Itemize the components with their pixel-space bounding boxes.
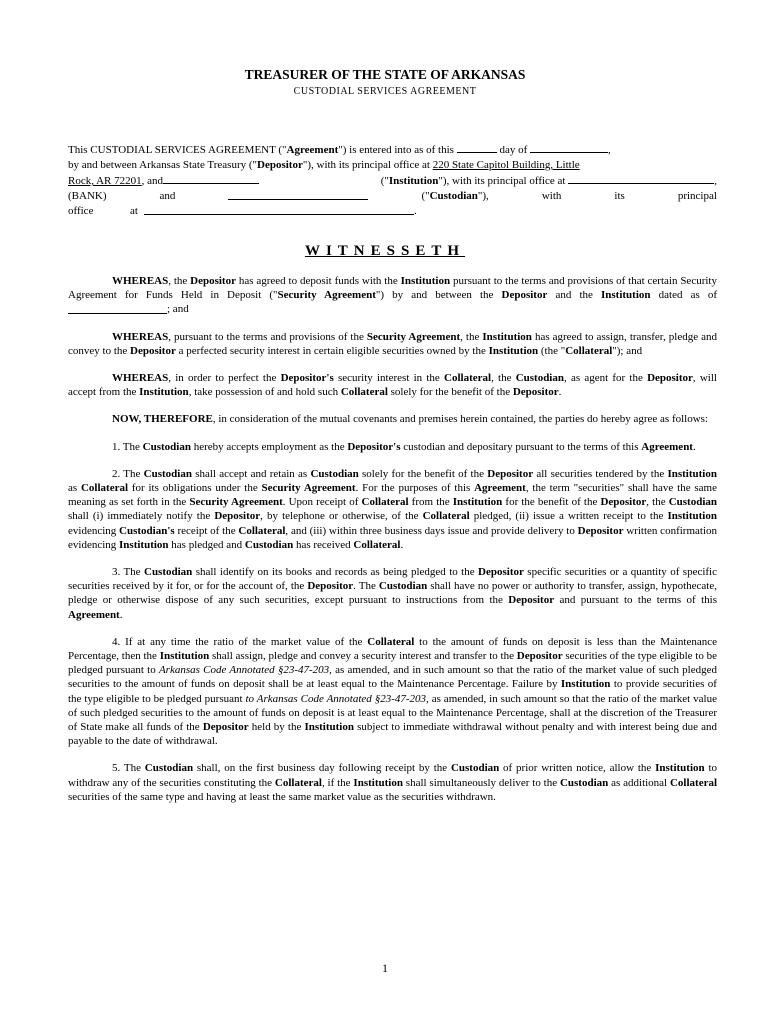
text-run: held by the [248,721,305,734]
text-run: for its obligations under the [128,482,262,495]
defined-term: Custodian's [119,524,175,537]
witnesseth-heading: WITNESSETH [304,243,466,259]
defined-term: Institution [119,538,169,551]
text-run: 4. If at any time the ratio of the market value of the [112,635,368,648]
defined-term: Custodian [144,566,193,579]
defined-term: Depositor [307,580,354,593]
defined-term: Custodian [244,538,294,551]
text-run: all securities tendered by the [533,467,668,480]
text-run: . For the purposes of this [355,482,475,495]
text-run: subject to immediate withdrawal without penalty and with interest being due and payable to the date of withdrawal. [68,721,717,748]
text-run: shall, on the first business day following receipt by the [193,762,451,775]
defined-term: Institution [139,386,189,399]
text-run: . The [353,580,379,593]
text-run: 2. The [112,467,144,480]
text-run: and the [547,289,601,302]
day-blank [457,142,497,153]
defined-term: Collateral [367,635,415,648]
text-run: __________________ [68,303,167,316]
defined-term: Security Agreement [261,482,356,495]
text-run: , the [491,372,516,385]
text-run: (the " [538,344,566,357]
custodian-name-blank [228,189,368,200]
defined-term: Institution [452,496,503,509]
defined-term: Depositor [512,386,559,399]
defined-term: WHEREAS [112,372,169,385]
defined-term: Custodian [515,372,564,385]
intro-line: office at . [68,205,417,217]
defined-term: WHEREAS [112,275,169,287]
text-run: shall simultaneously deliver to the [402,776,560,789]
defined-term: Collateral [422,510,470,523]
text-run: for the benefit of the [502,496,601,509]
defined-term: Custodian [668,496,718,509]
institution-name-blank [163,173,259,184]
defined-term: Institution [400,275,451,287]
text-run: written confirmation evidencing [68,524,718,551]
text-run: hereby accepts employment as the [190,440,348,453]
text-run: , the [168,275,191,287]
defined-term: Collateral [274,776,322,789]
defined-term: Depositor [501,289,548,302]
defined-term: Depositor [487,467,534,480]
page-number: 1 [382,961,388,975]
defined-term: Institution [482,330,532,343]
now-therefore-paragraph [68,412,717,426]
clause-3 [68,565,717,622]
defined-term: Custodian [144,762,194,775]
text-run: , the [646,496,669,509]
text-run: of prior written notice, allow the [499,762,656,775]
text-run: , if the [321,776,354,789]
defined-term: Institution [488,344,539,357]
text-run: ; and [167,303,189,316]
defined-term: Collateral [565,344,613,357]
clause-2 [68,467,717,552]
text-run: . [119,608,123,621]
institution-address-blank [568,173,714,184]
defined-term: Institution [304,721,354,734]
defined-term: Depositor [478,566,524,579]
text-run: has pledged and [168,538,245,551]
defined-term: Security Agreement [189,496,283,509]
intro-paragraph [68,142,717,219]
text-run: to withdraw any of the securities constituting the [68,762,718,789]
defined-term: Depositor [516,650,563,663]
text-run: shall identify on its books and records as being pledged to the [192,566,479,579]
defined-term: Depositor [508,594,555,607]
text-run: shall assign, pledge and convey a security interest and transfer to the [209,650,517,663]
defined-term: Collateral [353,538,401,551]
text-run: 5. The [112,762,145,775]
text-run: custodian and depositary pursuant to the terms of this [400,440,642,453]
text-run: , in order to perfect the [168,372,281,385]
text-run: specific securities or a quantity of specific securities received by it for, or for the account of, the [68,566,717,593]
defined-term: Depositor [214,510,261,523]
text-run: has agreed to assign, transfer, pledge and convey to the [68,330,717,357]
whereas-paragraph-1 [68,274,717,317]
text-run: . [692,440,696,453]
text-run: 1. The [112,440,143,453]
text-run: to the amount of funds on deposit is less than the Maintenance Percentage, then the [68,635,718,663]
text-run: a perfected security interest in certain eligible securities owned by the [175,344,489,357]
text-run: securities of the same type and having at least the same market value as the securities withdrawn. [68,790,496,803]
defined-term: Depositor's [280,372,334,385]
text-run: , as amended, and in such amount so that the ratio of the market value of such pledged securities to the amount of funds on deposit shall be at least equal to the Maintenance Percentage. Failure by [68,664,717,691]
text-run: from the [408,496,453,509]
defined-term: Custodian [143,467,192,480]
agreement-body [68,274,717,817]
text-run: has agreed to deposit funds with the [235,275,401,287]
text-run: to provide securities of the type eligible to be pledged pursuant [68,678,717,705]
text-run: evidencing [68,524,120,537]
intro-line: (BANK) and ("Custodian"), with its principal [68,190,717,202]
text-run: , take possession of and hold such [188,386,341,399]
defined-term: Depositor [190,275,236,287]
defined-term: Depositor's [347,440,401,453]
defined-term: Security Agreement [366,330,461,343]
text-run: , by telephone or otherwise, of the [260,510,423,523]
intro-line: Rock, AR 72201, and ("Institution"), with its principal office at , [68,175,717,187]
defined-term: Institution [353,776,403,789]
document-title: TREASURER OF THE STATE OF ARKANSAS [244,67,526,82]
intro-line: by and between Arkansas State Treasury ("Depositor"), with its principal office at 220 State Capitol Building, Little [68,159,580,171]
defined-term: Depositor [647,372,693,385]
defined-term: Depositor [130,344,176,357]
text-run: solely for the benefit of the [387,386,513,399]
text-run: , will accept from the [68,372,717,399]
text-run: shall (i) immediately notify the [68,510,215,523]
intro-line: This CUSTODIAL SERVICES AGREEMENT ("Agreement") is entered into as of this day of , [68,144,611,156]
clause-5 [68,761,717,804]
defined-term: Agreement [474,482,526,495]
defined-term: Collateral [444,372,492,385]
defined-term: Collateral [361,496,409,509]
clause-1 [68,440,717,454]
text-run: as additional [608,776,670,789]
text-run: "); and [612,344,643,357]
text-run: shall accept and retain as [191,467,311,480]
defined-term: NOW, THEREFORE [112,413,213,426]
text-run: , the [460,330,483,343]
document-subtitle: CUSTODIAL SERVICES AGREEMENT [293,86,477,97]
defined-term: Agreement [68,608,120,621]
defined-term: Custodian [310,467,359,480]
text-run: ") by and between the [375,289,502,302]
defined-term: Collateral [340,386,388,399]
defined-term: Custodian [378,580,428,593]
defined-term: Depositor [202,721,249,734]
statute-citation: Arkansas Code Annotated §23-47-203 [158,664,330,677]
text-run: as [68,482,81,495]
defined-term: Collateral [238,524,286,537]
text-run: . Upon receipt of [282,496,362,509]
defined-term: Depositor [600,496,647,509]
text-run: solely for the benefit of the [358,467,488,480]
defined-term: Agreement [641,440,693,453]
text-run: has received [293,538,354,551]
defined-term: Institution [601,289,651,302]
custodian-address-blank [144,204,414,215]
whereas-paragraph-3 [68,371,717,399]
defined-term: Security Agreement [277,289,376,302]
text-run: dated as of [650,289,717,302]
text-run: shall have no power or authority to transfer, assign, hypothecate, pledge or otherwise dispose of any such securities, except pursuant to instructions from the [68,580,717,607]
whereas-paragraph-2 [68,330,717,358]
text-run: 3. The [112,566,144,579]
text-run: pursuant to the terms and provisions of that certain Security Agreement for Funds Held in Deposit (" [68,275,717,302]
address-text: 220 State Capitol Building, Little [432,159,580,171]
defined-term: Institution [560,678,611,691]
defined-term: Custodian [559,776,609,789]
defined-term: Institution [667,510,717,523]
text-run: , in consideration of the mutual covenants and premises herein contained, the parties do hereby agree as follows: [212,413,709,426]
clause-4 [68,635,717,749]
text-run: , and (iii) within three business days issue and provide delivery to [285,524,578,537]
text-run: , as amended, in such amount so that the ratio of the market value of such pledged securities to the amount of funds on deposit is at least equal to the Maintenance Percentage, shall at the discretion of the Treasurer of State make all funds of the [68,692,717,734]
defined-term: Custodian [142,440,191,453]
defined-term: Collateral [80,482,129,495]
text-run: receipt of the [174,524,239,537]
defined-term: Depositor [577,524,624,537]
text-run: . [558,386,562,399]
text-run: security interest in the [333,372,445,385]
text-run: , pursuant to the terms and provisions of the [168,330,367,343]
defined-term: WHEREAS [112,330,169,343]
text-run: securities of the type eligible to be pledged pursuant to [68,650,717,677]
text-run: . [400,538,404,551]
text-run: pledged, (ii) issue a written receipt to the [469,510,668,523]
month-blank [530,142,608,153]
text-run: and pursuant to the terms of this [554,594,717,607]
defined-term: Institution [159,650,210,663]
text-run: , the term "securities" shall have the same meaning as set forth in the [68,482,717,509]
defined-term: Collateral [669,776,718,789]
text-run: , as agent for the [563,372,648,385]
defined-term: Institution [667,467,717,480]
defined-term: Custodian [450,762,500,775]
defined-term: Institution [655,762,705,775]
statute-citation: to Arkansas Code Annotated §23-47-203 [245,692,427,705]
